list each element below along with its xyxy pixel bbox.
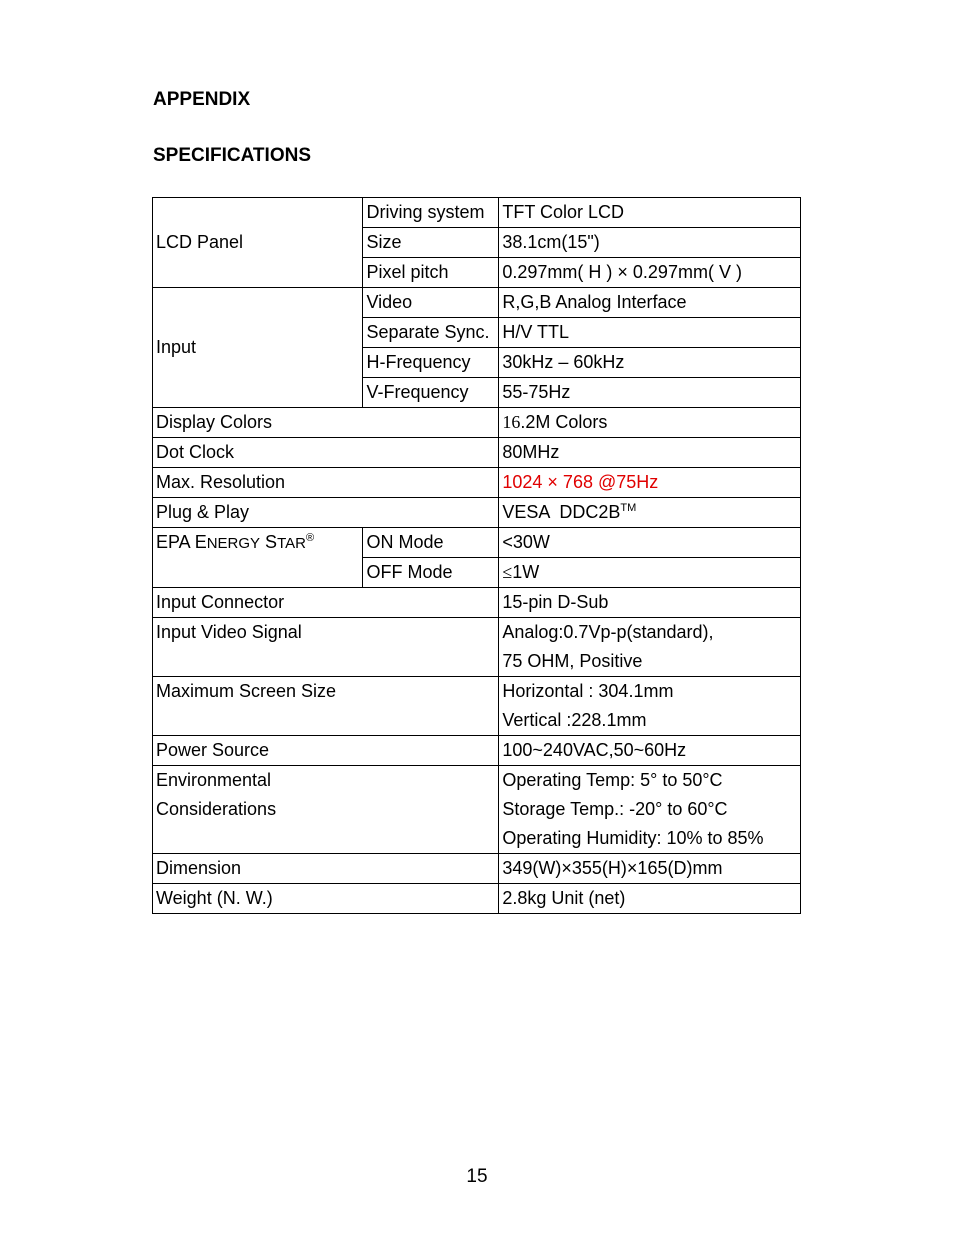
display-colors-label: Display Colors [153,408,499,438]
v-frequency-label: V-Frequency [363,378,499,408]
energy-star-label [153,528,363,588]
table-row [153,498,801,528]
environmental-label-line1: Environmental [156,770,272,790]
table-row [153,468,801,498]
plug-play-text: VESA DDC2B [502,502,621,522]
energy-star-part-c: S [260,532,278,552]
table-row [153,677,801,736]
size-label: Size [363,228,499,258]
registered-mark: ® [305,532,315,544]
environmental-line1: Operating Temp: 5° to 50°C [502,770,723,790]
max-screen-size-value [499,677,801,736]
energy-star-part-a: EPA E [156,532,207,552]
input-connector-label: Input Connector [153,588,499,618]
off-mode-label: OFF Mode [363,558,499,588]
size-value: 38.1cm(15") [499,228,801,258]
display-colors-suffix: .2M Colors [520,412,608,432]
environmental-value [499,766,801,854]
video-label: Video [363,288,499,318]
separate-sync-label: Separate Sync. [363,318,499,348]
input-video-signal-label: Input Video Signal [153,618,499,677]
max-screen-size-label: Maximum Screen Size [153,677,499,736]
input-video-signal-line1: Analog:0.7Vp-p(standard), [502,622,714,642]
weight-label: Weight (N. W.) [153,884,499,914]
input-connector-value: 15-pin D-Sub [499,588,801,618]
table-row [153,588,801,618]
display-colors-value [499,408,801,438]
table-row [153,198,801,228]
lcd-panel-label: LCD Panel [153,198,363,288]
environmental-line3: Operating Humidity: 10% to 85% [502,828,764,848]
less-equal-symbol: ≤ [502,562,513,582]
table-row [153,618,801,677]
on-mode-label: ON Mode [363,528,499,558]
table-row [153,854,801,884]
appendix-heading: APPENDIX [153,89,251,110]
pixel-pitch-value: 0.297mm( H ) × 0.297mm( V ) [499,258,801,288]
energy-star-part-d: TAR [277,535,306,552]
off-mode-power: 1W [512,562,540,582]
video-value: R,G,B Analog Interface [499,288,801,318]
table-row [153,766,801,854]
power-source-label: Power Source [153,736,499,766]
table-row [153,408,801,438]
dimension-label: Dimension [153,854,499,884]
environmental-label-line2: Considerations [156,799,277,819]
environmental-line2: Storage Temp.: -20° to 60°C [502,799,728,819]
separate-sync-value: H/V TTL [499,318,801,348]
max-resolution-label: Max. Resolution [153,468,499,498]
off-mode-value [499,558,801,588]
driving-system-label: Driving system [363,198,499,228]
dot-clock-label: Dot Clock [153,438,499,468]
max-screen-size-line1: Horizontal : 304.1mm [502,681,674,701]
specifications-table [152,197,801,914]
page-number: 15 [466,1166,488,1187]
driving-system-value: TFT Color LCD [499,198,801,228]
table-row [153,736,801,766]
v-frequency-value: 55-75Hz [499,378,801,408]
max-resolution-value: 1024 × 768 @75Hz [499,468,801,498]
energy-star-part-b: NERGY [206,535,261,552]
on-mode-value: <30W [499,528,801,558]
plug-play-label: Plug & Play [153,498,499,528]
dot-clock-value: 80MHz [499,438,801,468]
input-label: Input [153,288,363,408]
weight-value: 2.8kg Unit (net) [499,884,801,914]
power-source-value: 100~240VAC,50~60Hz [499,736,801,766]
table-row [153,438,801,468]
plug-play-value [499,498,801,528]
dimension-value: 349(W)×355(H)×165(D)mm [499,854,801,884]
h-frequency-value: 30kHz – 60kHz [499,348,801,378]
h-frequency-label: H-Frequency [363,348,499,378]
max-screen-size-line2: Vertical :228.1mm [502,710,647,730]
specifications-heading: SPECIFICATIONS [153,145,311,166]
environmental-label [153,766,499,854]
input-video-signal-line2: 75 OHM, Positive [502,651,643,671]
pixel-pitch-label: Pixel pitch [363,258,499,288]
display-colors-number: 16 [502,412,521,432]
table-row [153,288,801,318]
input-video-signal-value [499,618,801,677]
trademark-mark: TM [620,502,637,514]
table-row [153,884,801,914]
table-row [153,528,801,558]
